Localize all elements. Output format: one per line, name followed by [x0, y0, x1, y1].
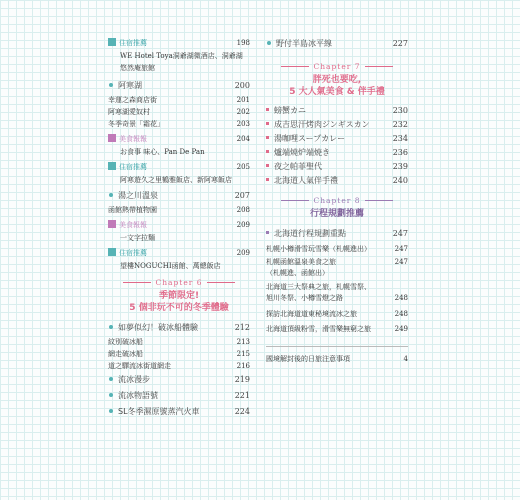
stay-recommend-header: 住宿推薦 205	[108, 160, 250, 174]
toc-main-entry[interactable]: 流冰漫步 219	[108, 372, 250, 388]
toc-main-entry[interactable]: 湯之川溫泉 207	[108, 188, 250, 204]
chapter-title: 季節限定!	[158, 291, 200, 301]
toc-entry[interactable]: 網走破冰船 215	[108, 350, 250, 358]
toc-entry[interactable]: 國境解封後的日旅注意事項 4	[266, 355, 408, 363]
toc-main-entry[interactable]: 如夢似幻！破冰船體驗 212	[108, 320, 250, 336]
toc-entry[interactable]: 探訪北海道道東秘境流冰之旅 248	[266, 310, 408, 318]
chapter-title: 5 個非玩不可的冬季體驗	[129, 303, 229, 313]
chapter-6-heading	[108, 278, 250, 314]
toc-entry[interactable]: 札幌函館溫泉美食之旅 247	[266, 258, 408, 266]
toc-entry-continued: 旭川冬祭、小樽雪燈之路 248	[266, 294, 408, 302]
square-bullet-icon	[266, 150, 269, 153]
toc-entry[interactable]: 北海道頂級粉雪，滑雪樂無窮之旅 249	[266, 325, 408, 333]
food-recommend-header: 美食報報 209	[108, 218, 250, 232]
fork-knife-icon	[108, 134, 116, 142]
chapter-7-heading	[266, 62, 408, 98]
toc-right-column	[266, 36, 408, 365]
stay-recommend-header: 住宿推薦 209	[108, 246, 250, 260]
house-icon	[108, 38, 116, 46]
square-bullet-icon	[266, 231, 269, 234]
square-bullet-icon	[266, 164, 269, 167]
chapter-title: 行程規劃推薦	[309, 209, 364, 219]
chapter-label: Chapter 7	[313, 62, 361, 71]
bullet-dot-icon	[267, 41, 271, 45]
bullet-dot-icon	[109, 393, 113, 397]
toc-entry[interactable]: 阿寒湖愛奴村 202	[108, 108, 250, 116]
toc-main-entry[interactable]: 夜之帕菲聖代 239	[266, 160, 408, 174]
toc-main-entry[interactable]: 螃蟹カニ 230	[266, 104, 408, 118]
chapter-label: Chapter 8	[313, 196, 361, 205]
bullet-dot-icon	[109, 193, 113, 197]
toc-entry[interactable]: 北海道三大祭典之旅，札幌雪祭、	[266, 283, 371, 291]
square-bullet-icon	[266, 136, 269, 139]
toc-entry[interactable]: 阿寒遊久之里鶴雅飯店、新阿寒飯店	[120, 176, 232, 184]
toc-entry[interactable]: WE Hotel Toya洞爺湖微酒店、洞爺湖	[120, 52, 243, 60]
bullet-dot-icon	[109, 377, 113, 381]
toc-main-entry[interactable]: 北海道人氣伴手禮 240	[266, 174, 408, 188]
toc-entry[interactable]: 望樓NOGUCHI函館、萬總飯店	[120, 262, 221, 270]
toc-main-entry[interactable]: 流冰物語號 221	[108, 388, 250, 404]
square-bullet-icon	[266, 122, 269, 125]
toc-entry[interactable]: 道之驛流冰街道網走 216	[108, 362, 250, 370]
toc-entry[interactable]: 札幌小樽滑雪玩雪樂（札幌進出） 247	[266, 245, 408, 253]
toc-entry-continued: （札幌進、函館出）	[266, 269, 329, 277]
toc-main-entry[interactable]: SL冬季濕原號蒸汽火車 224	[108, 404, 250, 420]
house-icon	[108, 248, 116, 256]
bullet-dot-icon	[109, 83, 113, 87]
toc-left-column	[108, 36, 250, 420]
toc-entry[interactable]: お食事 味心、Pan De Pan	[120, 148, 205, 156]
chapter-8-heading	[266, 196, 408, 220]
toc-main-entry[interactable]: 成吉思汗烤肉ジンギスカン 232	[266, 118, 408, 132]
square-bullet-icon	[266, 108, 269, 111]
toc-entry[interactable]: 悠然庵旅館	[120, 64, 155, 72]
stay-recommend-header: 住宿推薦 198	[108, 36, 250, 50]
toc-entry[interactable]: 一文字拉麵	[120, 234, 155, 242]
square-bullet-icon	[266, 178, 269, 181]
toc-entry[interactable]: 紋別破冰船 213	[108, 338, 250, 346]
chapter-title: 5 大人氣美食 & 伴手禮	[289, 87, 385, 97]
fork-knife-icon	[108, 220, 116, 228]
food-recommend-header: 美食報報 204	[108, 132, 250, 146]
toc-main-entry[interactable]: 野付半島冰平線 227	[266, 36, 408, 52]
toc-main-entry[interactable]: 阿寒湖 200	[108, 78, 250, 94]
toc-entry[interactable]: 函館熱帶植物園 208	[108, 206, 250, 214]
toc-entry[interactable]: 冬季奇景「霜花」 203	[108, 120, 250, 128]
toc-main-entry[interactable]: 北海道行程規劃重點 247	[266, 226, 408, 242]
bullet-dot-icon	[109, 325, 113, 329]
toc-main-entry[interactable]: 爐端燒炉端焼き 236	[266, 146, 408, 160]
house-icon	[108, 162, 116, 170]
chapter-title: 胖死也要吃,	[312, 75, 362, 85]
bullet-dot-icon	[109, 409, 113, 413]
chapter-label: Chapter 6	[155, 278, 203, 287]
divider	[266, 346, 408, 347]
toc-main-entry[interactable]: 湯咖哩スープカレー 234	[266, 132, 408, 146]
toc-entry[interactable]: 幸運之森商店街 201	[108, 96, 250, 104]
